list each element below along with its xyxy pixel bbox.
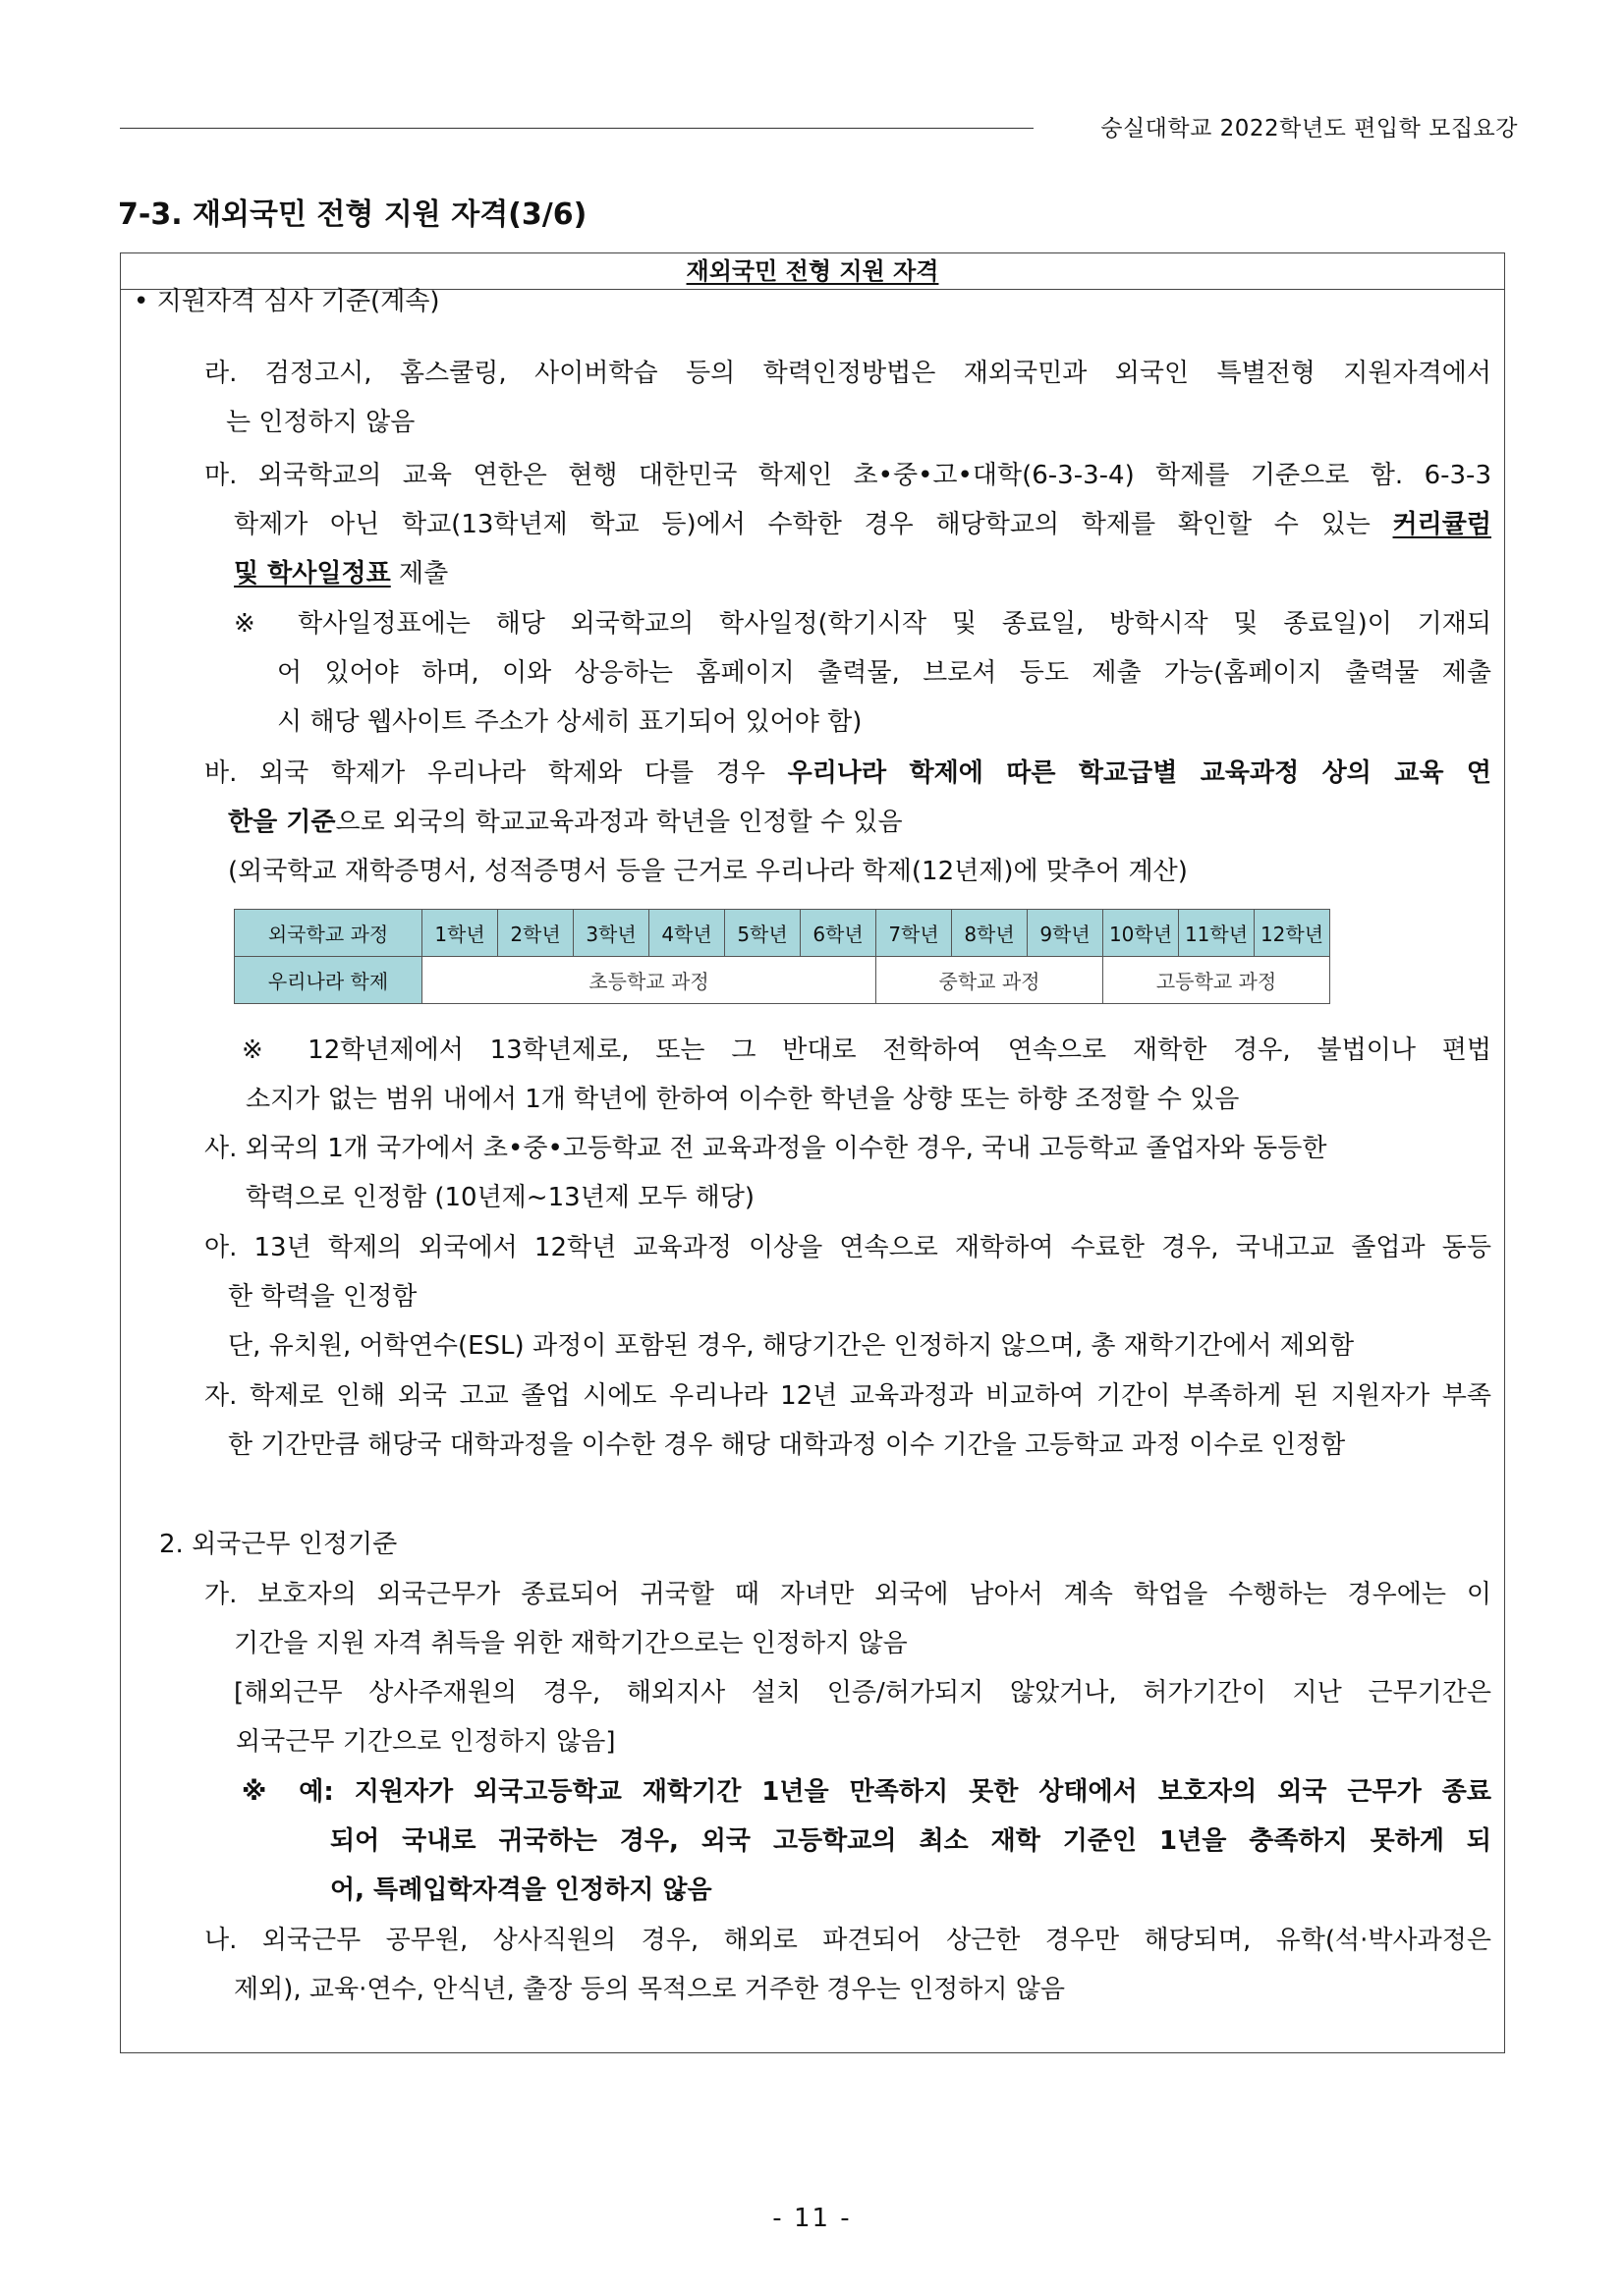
- grade-cell: 7학년: [876, 910, 952, 957]
- grade-cell: 9학년: [1028, 910, 1103, 957]
- grade-cell: 3학년: [574, 910, 649, 957]
- item-ra-line1: 라. 검정고시, 홈스쿨링, 사이버학습 등의 학력인정방법은 재외국민과 외국인 특별전형 지원자격에서: [204, 359, 1491, 388]
- grade-cell: 11학년: [1179, 910, 1255, 957]
- page-number: - 11 -: [772, 2204, 852, 2233]
- item-na-line1: 나. 외국근무 공무원, 상사직원의 경우, 해외로 파견되어 상근한 경우만 해당되며, 유학(석·박사과정은: [204, 1926, 1491, 1955]
- item-sa-line1: 사. 외국의 1개 국가에서 초•중•고등학교 전 교육과정을 이수한 경우, 국내 고등학교 졸업자와 동등한: [204, 1134, 1327, 1163]
- item-ba-line3: (외국학교 재학증명서, 성적증명서 등을 근거로 우리나라 학제(12년제)에 맞추어 계산): [228, 857, 1188, 886]
- item-ma-line3: 및 학사일정표 제출: [234, 559, 449, 588]
- example-line2: 되어 국내로 귀국하는 경우, 외국 고등학교의 최소 재학 기준인 1년을 충족하지 못하게 되: [330, 1826, 1491, 1856]
- item-ra-line2: 는 인정하지 않음: [226, 408, 416, 437]
- item-ga-line1: 가. 보호자의 외국근무가 종료되어 귀국할 때 자녀만 외국에 남아서 계속 학업을 수행하는 경우에는 이: [204, 1580, 1491, 1609]
- section2-title: 2. 외국근무 인정기준: [159, 1530, 398, 1559]
- item-ma-line2: 학제가 아닌 학교(13학년제 학교 등)에서 수학한 경우 해당학교의 학제를 확인할 수 있는 커리큘럼: [234, 510, 1491, 539]
- item-ja-line2: 한 기간만큼 해당국 대학과정을 이수한 경우 해당 대학과정 이수 기간을 고등학교 과정 이수로 인정함: [228, 1430, 1346, 1460]
- grade-comparison-table: [234, 909, 1330, 1004]
- item-ga-line2: 기간을 지원 자격 취득을 위한 재학기간으로는 인정하지 않음: [234, 1629, 908, 1658]
- item-a-line1: 아. 13년 학제의 외국에서 12학년 교육과정 이상을 연속으로 재학하여 수료한 경우, 국내고교 졸업과 동등: [204, 1233, 1491, 1262]
- item-ja-line1: 자. 학제로 인해 외국 고교 졸업 시에도 우리나라 12년 교육과정과 비교하여 기간이 부족하게 된 지원자가 부족: [204, 1381, 1491, 1411]
- grade-cell: 4학년: [649, 910, 725, 957]
- grade-cell: 8학년: [952, 910, 1028, 957]
- section-title: 7-3. 재외국민 전형 지원 자격(3/6): [118, 197, 588, 232]
- example-line3: 어, 특례입학자격을 인정하지 않음: [330, 1876, 712, 1905]
- grade-cell: 1학년: [422, 910, 498, 957]
- item-a-line2: 한 학력을 인정함: [228, 1282, 418, 1312]
- elementary-span: 초등학교 과정: [422, 957, 876, 1004]
- table-row: [235, 910, 1330, 957]
- bullet-heading: • 지원자격 심사 기준(계속): [134, 287, 440, 316]
- grade-cell: 12학년: [1255, 910, 1330, 957]
- item-ba-line2: 한을 기준으로 외국의 학교교육과정과 학년을 인정할 수 있음: [228, 808, 903, 837]
- item-ma-note-line3: 시 해당 웹사이트 주소가 상세히 표기되어 있어야 함): [277, 707, 863, 737]
- grade-cell: 6학년: [801, 910, 876, 957]
- table-row-header-korea: 우리나라 학제: [235, 957, 422, 1004]
- table-row-header-foreign: 외국학교 과정: [235, 910, 422, 957]
- item-ga-line4: 외국근무 기간으로 인정하지 않음]: [236, 1727, 616, 1757]
- item-ma-line1: 마. 외국학교의 교육 연한은 현행 대한민국 학제인 초•중•고•대학(6-3-3-4) 학제를 기준으로 함. 6-3-3: [204, 461, 1491, 490]
- item-ba-line1: 바. 외국 학제가 우리나라 학제와 다를 경우 우리나라 학제에 따른 학교급별 교육과정 상의 교육 연: [204, 758, 1492, 788]
- document-header: 숭실대학교 2022학년도 편입학 모집요강: [1100, 116, 1518, 141]
- item-a-line3: 단, 유치원, 어학연수(ESL) 과정이 포함된 경우, 해당기간은 인정하지 않으며, 총 재학기간에서 제외함: [228, 1331, 1355, 1361]
- item-sa-line2: 학력으로 인정함 (10년제~13년제 모두 해당): [246, 1183, 756, 1212]
- item-ma-note-line1: ※ 학사일정표에는 해당 외국학교의 학사일정(학기시작 및 종료일, 방학시작 및 종료일)이 기재되: [234, 609, 1491, 639]
- item-ga-line3: [해외근무 상사주재원의 경우, 해외지사 설치 인증/허가되지 않았거나, 허가기간이 지난 근무기간은: [234, 1678, 1491, 1708]
- grade-cell: 10학년: [1103, 910, 1179, 957]
- box-title: 재외국민 전형 지원 자격: [121, 253, 1504, 290]
- grade-cell: 2학년: [498, 910, 574, 957]
- item-na-line2: 제외), 교육·연수, 안식년, 출장 등의 목적으로 거주한 경우는 인정하지 않음: [234, 1975, 1065, 2004]
- high-span: 고등학교 과정: [1103, 957, 1330, 1004]
- example-line1: ※ 예: 지원자가 외국고등학교 재학기간 1년을 만족하지 못한 상태에서 보호자의 외국 근무가 종료: [242, 1777, 1491, 1807]
- header-rule: [120, 128, 1034, 129]
- grade-cell: 5학년: [725, 910, 801, 957]
- note-12-line2: 소지가 없는 범위 내에서 1개 학년에 한하여 이수한 학년을 상향 또는 하향 조정할 수 있음: [246, 1085, 1240, 1114]
- table-row: [235, 957, 1330, 1004]
- note-12-line1: ※ 12학년제에서 13학년제로, 또는 그 반대로 전학하여 연속으로 재학한 경우, 불법이나 편법: [242, 1036, 1491, 1065]
- item-ma-note-line2: 어 있어야 하며, 이와 상응하는 홈페이지 출력물, 브로셔 등도 제출 가능(홈페이지 출력물 제출: [277, 658, 1491, 688]
- middle-span: 중학교 과정: [876, 957, 1103, 1004]
